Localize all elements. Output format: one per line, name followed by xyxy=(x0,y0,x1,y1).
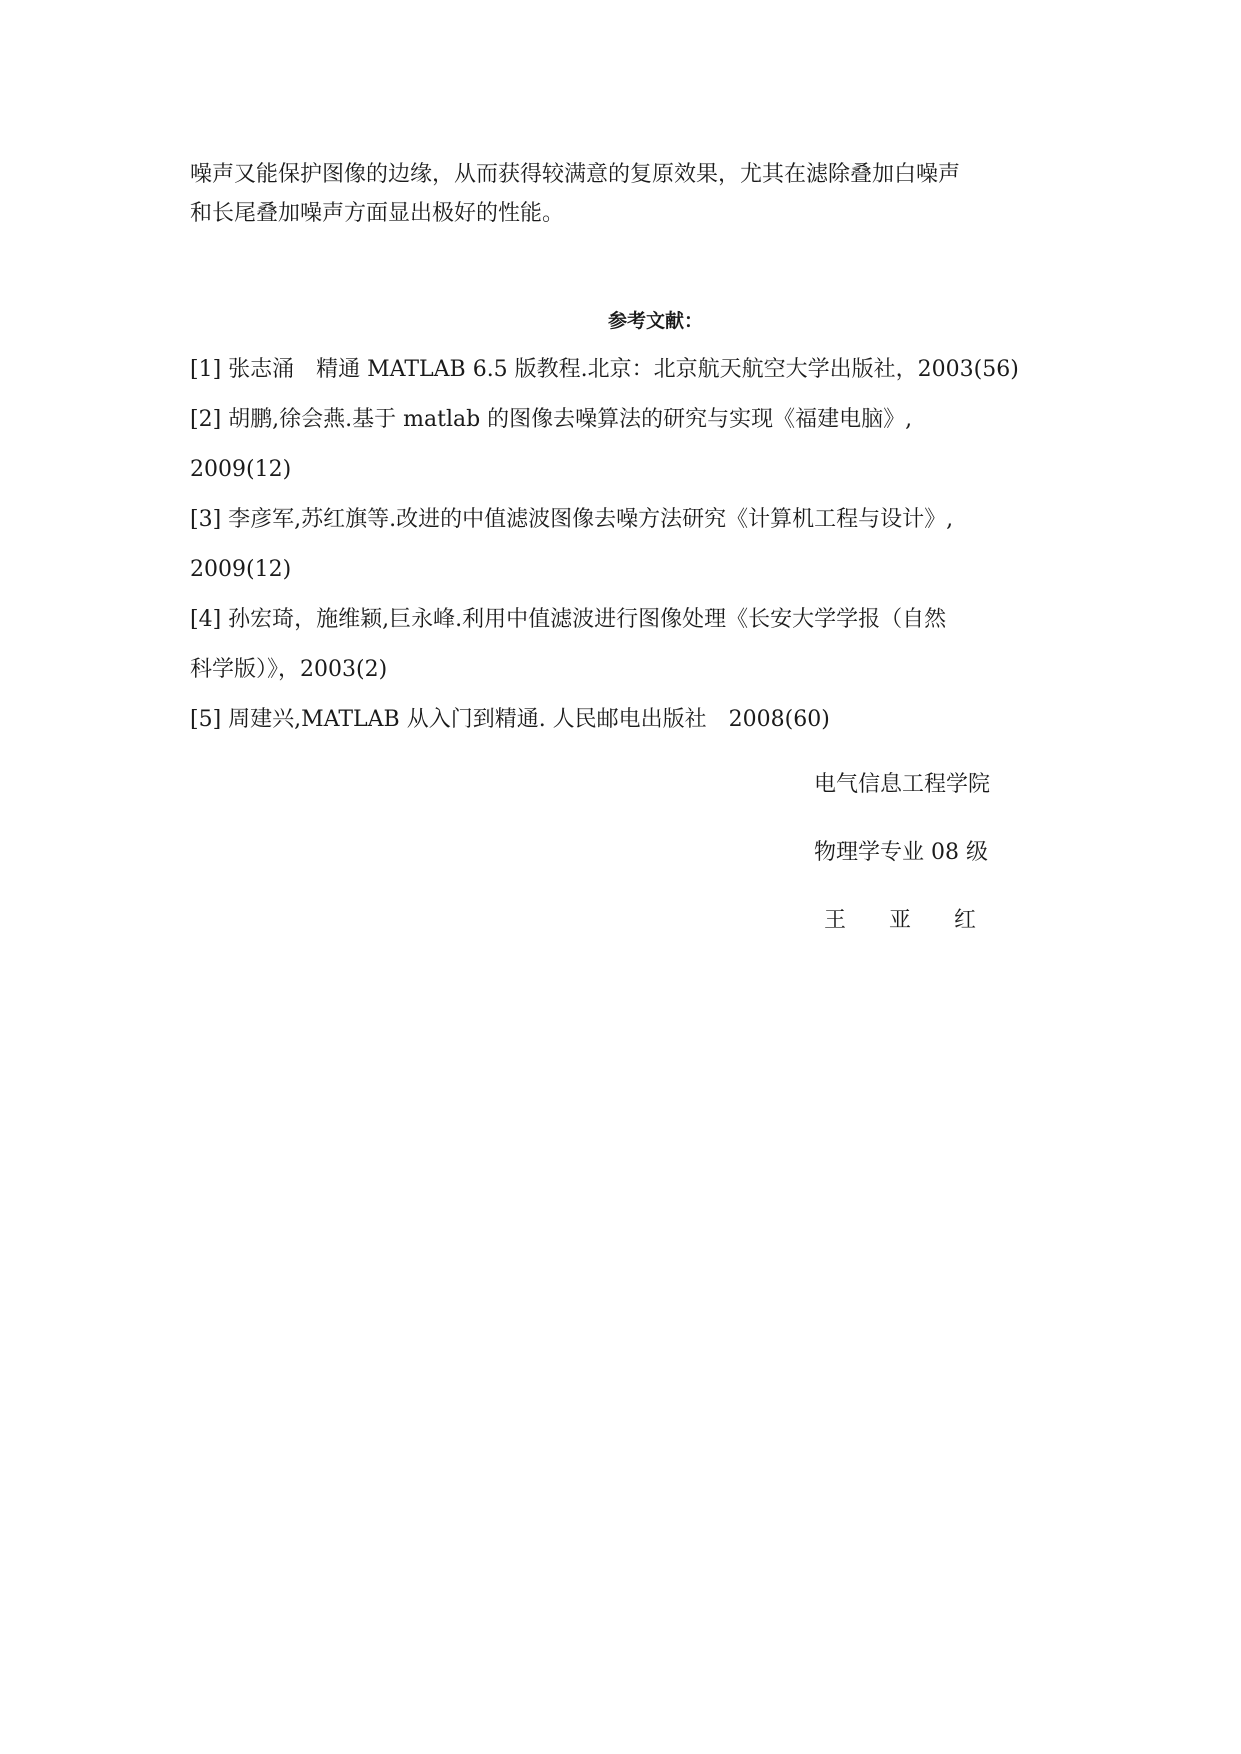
major-class: 物理学专业 08 级 xyxy=(814,840,988,865)
reference-line: 2009(12) xyxy=(190,457,292,482)
author-signature xyxy=(814,768,994,972)
reference-line: [5] 周建兴,MATLAB 从入门到精通. 人民邮电出版社 2008(60) xyxy=(190,707,830,732)
reference-line: [2] 胡鹏,徐会燕.基于 matlab 的图像去噪算法的研究与实现《福建电脑》, xyxy=(190,407,913,432)
reference-line: [3] 李彦军,苏红旗等.改进的中值滤波图像去噪方法研究《计算机工程与设计》, xyxy=(190,507,954,532)
references-heading: 参考文献： xyxy=(607,310,703,332)
reference-line: 2009(12) xyxy=(190,557,292,582)
reference-line: 科学版）》，2003(2) xyxy=(190,657,388,682)
college-name: 电气信息工程学院 xyxy=(814,772,991,797)
body-paragraph xyxy=(190,155,1080,233)
reference-line: [1] 张志涌 精通 MATLAB 6.5 版教程.北京：北京航天航空大学出版社，2003(56) xyxy=(190,357,1019,382)
reference-line: [4] 孙宏琦，施维颖,巨永峰.利用中值滤波进行图像处理《长安大学学报（自然 xyxy=(190,607,947,632)
body-line-1: 噪声又能保护图像的边缘，从而获得较满意的复原效果，尤其在滤除叠加白噪声 xyxy=(190,162,961,187)
references-list xyxy=(190,353,1090,753)
author-name: 王 亚 红 xyxy=(824,908,994,933)
body-line-2: 和长尾叠加噪声方面显出极好的性能。 xyxy=(190,201,565,226)
